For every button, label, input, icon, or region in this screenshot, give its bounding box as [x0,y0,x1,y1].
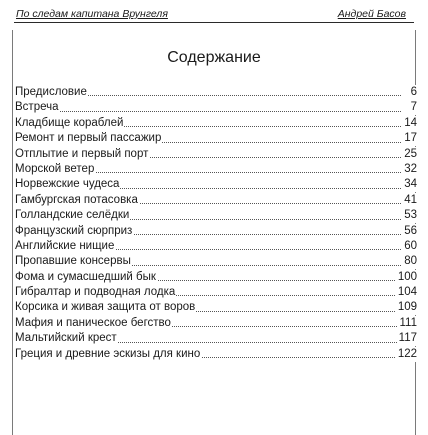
toc-entry[interactable] [15,208,415,223]
toc-entry[interactable] [15,131,415,146]
toc-entry[interactable] [15,239,415,254]
table-of-contents [15,85,415,362]
toc-entry-page[interactable]: 41 [404,193,417,206]
toc-entry-title[interactable]: Кладбище кораблей [15,116,124,129]
toc-entry-page[interactable]: 109 [397,301,417,314]
toc-entry[interactable] [15,347,415,362]
page-header [14,6,414,23]
toc-entry-page[interactable]: 100 [397,270,417,283]
toc-entry-page[interactable]: 34 [404,178,417,191]
toc-entry-page[interactable]: 111 [399,316,417,329]
toc-entry[interactable] [15,85,415,100]
page-title[interactable]: Содержание [167,49,261,66]
toc-entry-page[interactable]: 80 [404,255,417,268]
toc-entry-page[interactable]: 6 [410,86,417,98]
toc-leader-dots [19,111,401,112]
toc-entry[interactable] [15,316,415,331]
toc-entry-title[interactable]: Встреча [15,101,59,114]
toc-entry-page[interactable]: 104 [397,286,417,299]
toc-entry-page[interactable]: 53 [404,209,417,222]
toc-entry[interactable] [15,300,415,315]
toc-entry-title[interactable]: Фома и сумасшедший бык [15,270,156,283]
toc-entry-page[interactable]: 56 [404,224,417,237]
toc-entry-page[interactable]: 17 [404,132,417,145]
toc-entry[interactable] [15,116,415,131]
toc-entry-title[interactable]: Норвежские чудеса [15,178,120,191]
toc-entry[interactable] [15,224,415,239]
toc-entry[interactable] [15,331,415,346]
toc-entry[interactable] [15,162,415,177]
toc-entry-title[interactable]: Предисловие [15,86,87,98]
toc-entry-title[interactable]: Морской ветер [15,162,95,175]
toc-entry-title[interactable]: Английские нищие [15,239,115,252]
toc-entry-title[interactable]: Французский сюрприз [15,224,133,237]
toc-entry[interactable] [15,100,415,115]
toc-entry-title[interactable]: Гамбургская потасовка [15,193,138,206]
toc-entry-page[interactable]: 117 [398,332,417,345]
document-page [12,30,416,435]
toc-entry-title[interactable]: Ремонт и первый пассажир [15,132,162,145]
toc-entry[interactable] [15,270,415,285]
toc-entry-title[interactable]: Мафия и паническое бегство [15,316,171,329]
toc-entry-title[interactable]: Греция и древние эскизы для кино [15,347,201,360]
toc-entry-title[interactable]: Корсика и живая защита от воров [15,301,196,314]
toc-entry-title[interactable]: Голландские селёдки [15,209,130,222]
toc-entry[interactable] [15,177,415,192]
toc-entry-page[interactable]: 122 [397,347,417,360]
toc-entry[interactable] [15,193,415,208]
toc-entry-page[interactable]: 25 [404,147,417,160]
toc-entry-page[interactable]: 60 [404,239,417,252]
toc-entry[interactable] [15,254,415,269]
toc-entry[interactable] [15,147,415,162]
toc-entry-page[interactable]: 32 [404,162,417,175]
toc-entry-title[interactable]: Отплытие и первый порт [15,147,149,160]
header-author: Андрей Басов [337,8,406,20]
header-book-title: По следам капитана Врунгеля [16,8,168,20]
toc-entry[interactable] [15,285,415,300]
toc-entry-title[interactable]: Пропавшие консервы [15,255,131,268]
toc-entry-title[interactable]: Гибралтар и подводная лодка [15,286,176,299]
toc-entry-title[interactable]: Мальтийский крест [15,332,117,345]
toc-entry-page[interactable]: 14 [404,116,417,129]
toc-entry-page[interactable]: 7 [410,101,417,114]
